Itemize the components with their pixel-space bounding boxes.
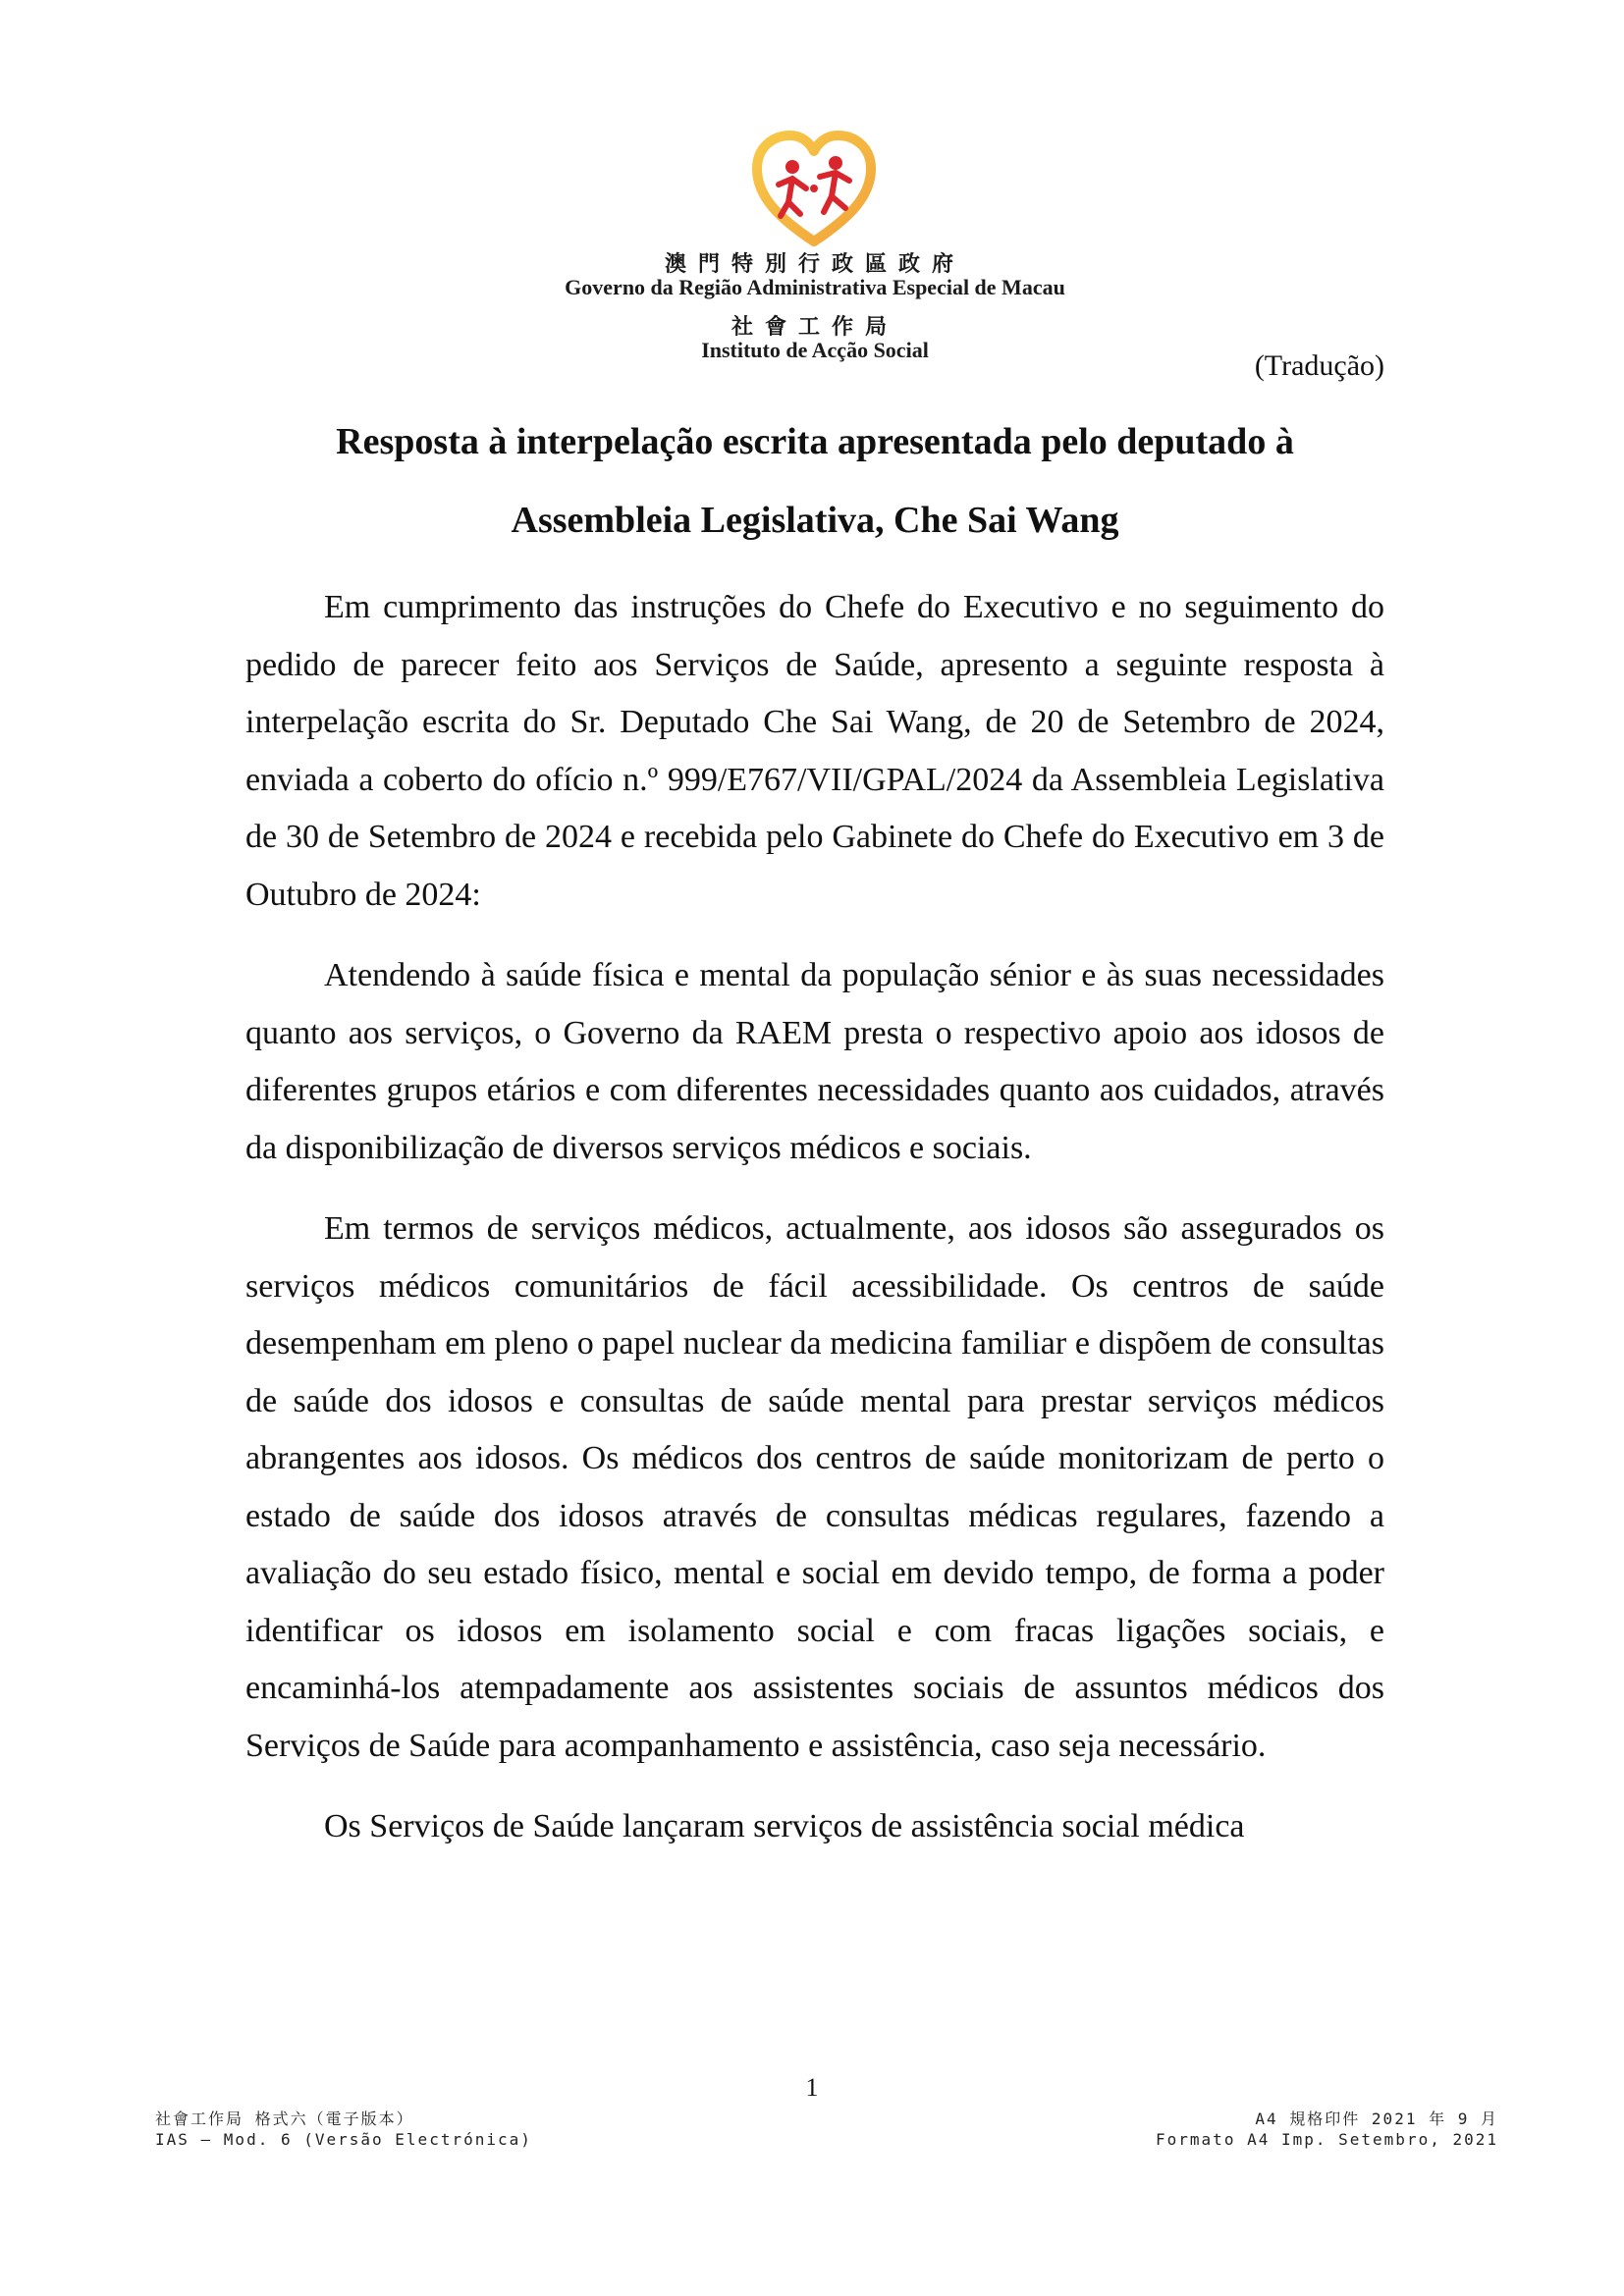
footer-print-format-portuguese: Formato A4 Imp. Setembro, 2021 [1156,2130,1498,2149]
document-body [245,579,1384,1880]
body-paragraph: Os Serviços de Saúde lançaram serviços de assistência social médica [324,1808,1245,1844]
body-paragraph: Atendendo à saúde física e mental da população sénior e às suas necessidades quanto aos serviços, o Governo da RAEM presta o respectivo apoio aos idosos de diferentes grupos etários e com diferentes necessidades quanto aos cuidados, através da disponibilização de diversos serviços médicos e sociais. [245,957,1384,1166]
ias-heart-logo-icon [749,128,879,247]
footer-form-code-chinese: 社會工作局 格式六（電子版本） [155,2109,414,2128]
document-title-line-1: Resposta à interpelação escrita apresentada pelo deputado à [336,421,1294,462]
body-paragraph: Em cumprimento das instruções do Chefe do Executivo e no seguimento do pedido de parecer feito aos Serviços de Saúde, apresento a seguinte resposta à interpelação escrita do Sr. Deputado Che Sai Wang, de 20 de Setembro de 2024, enviada a coberto do ofício n.º 999/E767/VII/GPAL/2024 da Assembleia Legislativa de 30 de Setembro de 2024 e recebida pelo Gabinete do Chefe do Executivo em 3 de Outubro de 2024: [245,589,1384,913]
footer-print-format-chinese: A4 規格印件 2021 年 9 月 [1255,2109,1498,2128]
government-name-portuguese: Governo da Região Administrativa Especial de Macau [565,275,1065,299]
document-title-line-2: Assembleia Legislativa, Che Sai Wang [511,500,1119,541]
institute-name-chinese: 社會工作局 [731,315,898,340]
translation-note: (Tradução) [1254,349,1384,382]
government-name-chinese: 澳門特別行政區政府 [664,252,965,277]
footer-form-code-portuguese: IAS – Mod. 6 (Versão Electrónica) [155,2130,532,2149]
page-number: 1 [805,2073,819,2102]
body-paragraph: Em termos de serviços médicos, actualmente, aos idosos são assegurados os serviços médicos comunitários de fácil acessibilidade. Os centros de saúde desempenham em pleno o papel nuclear da medicina familiar e dispõem de consultas de saúde dos idosos e consultas de saúde mental para prestar serviços médicos abrangentes aos idosos. Os médicos dos centros de saúde monitorizam de perto o estado de saúde dos idosos através de consultas médicas regulares, fazendo a avaliação do seu estado físico, mental e social em devido tempo, de forma a poder identificar os idosos em isolamento social e com fracas ligações sociais, e encaminhá-los atempadamente aos assistentes sociais de assuntos médicos dos Serviços de Saúde para acompanhamento e assistência, caso seja necessário. [245,1210,1384,1764]
institute-name-portuguese: Instituto de Acção Social [701,338,929,362]
